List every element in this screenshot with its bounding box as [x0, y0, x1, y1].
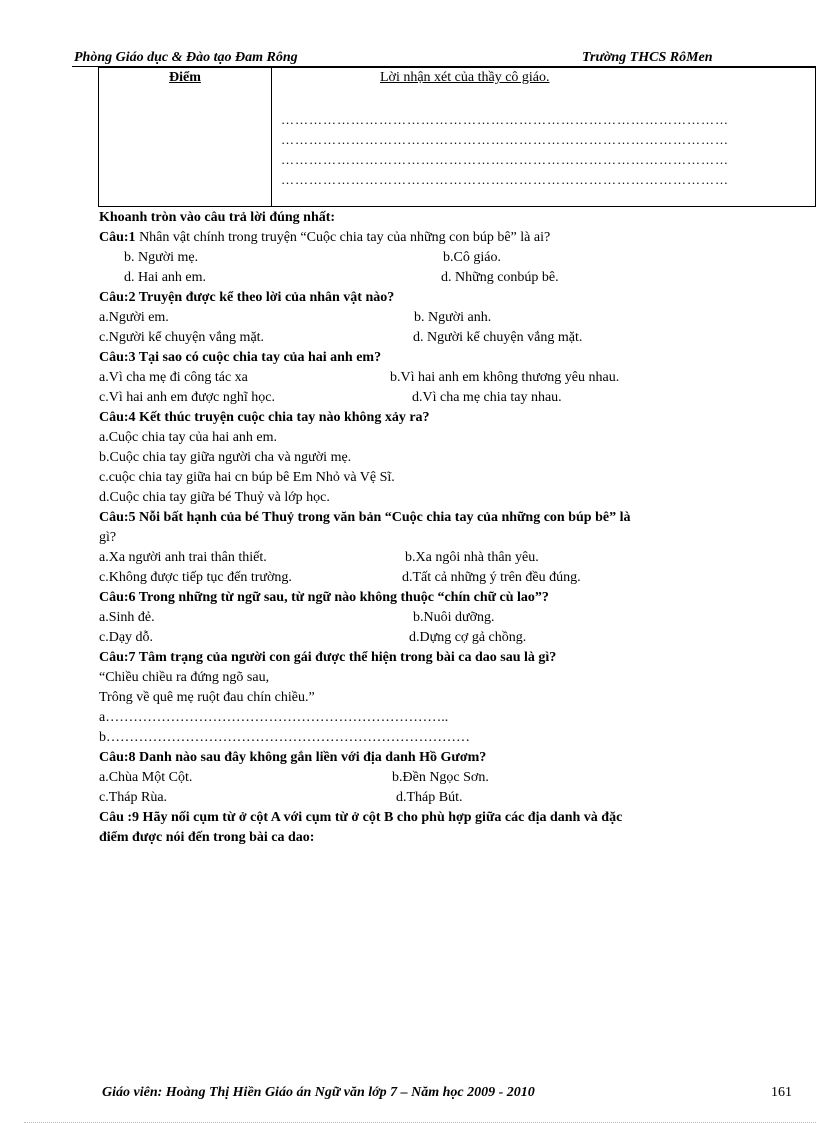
- q8-option-c: c.Tháp Rùa.: [99, 790, 168, 805]
- q7-answer-b: b……………………………………………………………………: [99, 730, 470, 745]
- header-left: Phòng Giáo dục & Đào tạo Đam Rông: [74, 50, 298, 65]
- q6-option-c: c.Dạy dỗ.: [99, 630, 154, 645]
- q3-option-c: c.Vì hai anh em được nghĩ học.: [99, 390, 275, 405]
- comment-dots-4: ……………………………………………………………………………………: [281, 172, 729, 187]
- question-7: Câu:7 Tâm trạng của người con gái được thể hiện trong bài ca dao sau là gì?: [99, 650, 557, 665]
- q5-option-a: a.Xa người anh trai thân thiết.: [99, 550, 267, 565]
- score-cell: [99, 68, 272, 207]
- q4-option-a: a.Cuộc chia tay của hai anh em.: [99, 430, 278, 445]
- q2-option-c: c.Người kể chuyện vắng mặt.: [99, 330, 265, 345]
- question-3: Câu:3 Tại sao có cuộc chia tay của hai anh em?: [99, 350, 382, 365]
- q3-option-d: d.Vì cha mẹ chia tay nhau.: [412, 390, 562, 405]
- q1-option-d: d. Những conbúp bê.: [441, 270, 559, 285]
- q6-option-d: d.Dựng cợ gả chồng.: [409, 630, 527, 645]
- q4-option-d: d.Cuộc chia tay giữa bé Thuỷ và lớp học.: [99, 490, 330, 505]
- q2-option-a: a.Người em.: [99, 310, 169, 325]
- question-8: Câu:8 Danh nào sau đây không gắn liền với địa danh Hồ Gươm?: [99, 750, 487, 765]
- q1-option-a: b. Người mẹ.: [124, 250, 199, 265]
- footer-text: Giáo viên: Hoàng Thị Hiền Giáo án Ngữ văn lớp 7 – Năm học 2009 - 2010: [102, 1085, 535, 1100]
- q2-option-b: b. Người anh.: [414, 310, 492, 325]
- q1-option-c: d. Hai anh em.: [124, 270, 207, 285]
- comment-dots-2: ……………………………………………………………………………………: [281, 132, 729, 147]
- q8-option-a: a.Chùa Một Cột.: [99, 770, 193, 785]
- q4-option-c: c.cuộc chia tay giữa hai cn búp bê Em Nhỏ và Vệ Sĩ.: [99, 470, 395, 485]
- header-right: Trường THCS RôMen: [582, 50, 713, 65]
- q5-option-d: d.Tất cả những ý trên đều đúng.: [402, 570, 581, 585]
- q3-option-a: a.Vì cha mẹ đi công tác xa: [99, 370, 248, 385]
- question-1-text: Nhân vật chính trong truyện “Cuộc chia tay của những con búp bê” là ai?: [135, 230, 551, 245]
- q4-option-b: b.Cuộc chia tay giữa người cha và người mẹ.: [99, 450, 352, 465]
- comment-label: Lời nhận xét của thầy cô giáo.: [380, 70, 550, 85]
- q8-option-d: d.Tháp Bút.: [396, 790, 463, 805]
- question-6: Câu:6 Trong những từ ngữ sau, từ ngữ nào không thuộc “chín chữ cù lao”?: [99, 590, 549, 605]
- q3-option-b: b.Vì hai anh em không thương yêu nhau.: [390, 370, 620, 385]
- q8-option-b: b.Đền Ngọc Sơn.: [392, 770, 489, 785]
- comment-dots-3: ……………………………………………………………………………………: [281, 152, 729, 167]
- q5-option-c: c.Không được tiếp tục đến trường.: [99, 570, 292, 585]
- question-5: Câu:5 Nỗi bất hạnh của bé Thuỷ trong văn bản “Cuộc chia tay của những con búp bê” là: [99, 510, 631, 525]
- verse-line-1: “Chiều chiều ra đứng ngõ sau,: [99, 670, 270, 685]
- question-1-number: Câu:1: [99, 230, 136, 245]
- page-number: 161: [771, 1085, 792, 1100]
- verse-line-2: Trông về quê mẹ ruột đau chín chiều.”: [99, 690, 315, 705]
- question-4: Câu:4 Kết thúc truyện cuộc chia tay nào không xảy ra?: [99, 410, 430, 425]
- q7-answer-a: a………………………………………………………………..: [99, 710, 449, 725]
- q2-option-d: d. Người kể chuyện vắng mặt.: [413, 330, 583, 345]
- question-5-cont: gì?: [99, 530, 117, 545]
- score-label: Điểm: [169, 70, 201, 85]
- q6-option-b: b.Nuôi dưỡng.: [413, 610, 495, 625]
- q1-option-b: b.Cô giáo.: [443, 250, 501, 265]
- question-2: Câu:2 Truyện được kể theo lời của nhân vật nào?: [99, 290, 395, 305]
- question-9: Câu :9 Hãy nối cụm từ ở cột A với cụm từ ở cột B cho phù hợp giữa các địa danh và đặc: [99, 810, 623, 825]
- question-9-cont: điểm được nói đến trong bài ca dao:: [99, 830, 315, 845]
- instruction: Khoanh tròn vào câu trả lời đúng nhất:: [99, 210, 336, 225]
- q5-option-b: b.Xa ngôi nhà thân yêu.: [405, 550, 539, 565]
- q6-option-a: a.Sinh đẻ.: [99, 610, 155, 625]
- comment-dots-1: ……………………………………………………………………………………: [281, 112, 729, 127]
- question-1: [99, 230, 550, 246]
